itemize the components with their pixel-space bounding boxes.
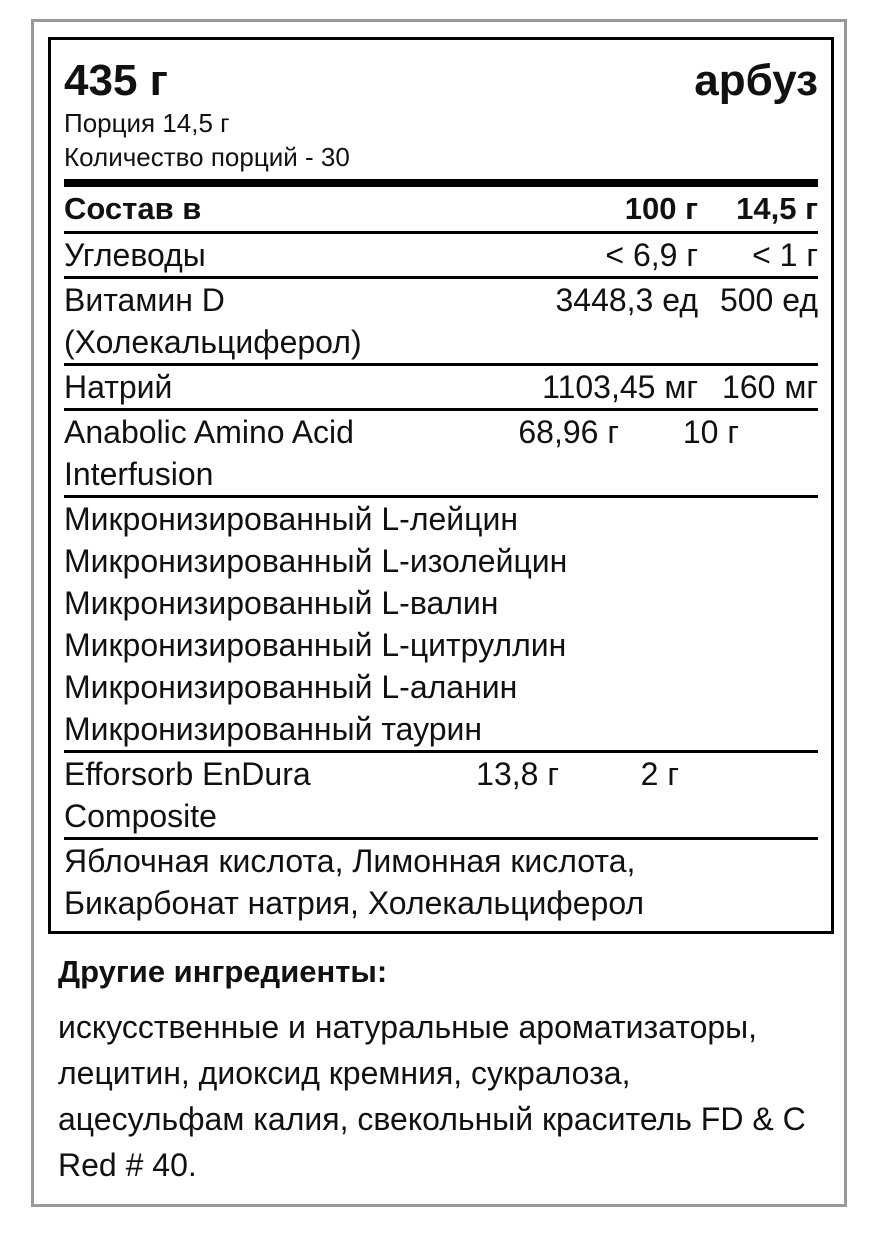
list-item: Микронизированный L-аланин: [64, 669, 518, 705]
row-name: Витамин D (Холекальциферол): [64, 282, 362, 360]
row-per-serving: < 1 г: [752, 237, 818, 273]
row-per-serving: 500 ед: [719, 282, 818, 318]
other-ingredients-title: Другие ингредиенты:: [58, 954, 388, 989]
row-per100: 1103,45 мг: [542, 369, 698, 405]
other-ingredients-text: искусственные и натуральные ароматизаторы, лецитин, диоксид кремния, сукралоза, ацесульфам калия, свекольный краситель FD & C Red # 40.: [58, 1009, 806, 1183]
row-per100: < 6,9 г: [605, 237, 698, 273]
serving-size: Порция 14,5 г: [64, 108, 230, 138]
row-per-serving: 2 г: [640, 756, 679, 792]
row-per100: 13,8 г: [476, 756, 559, 792]
row-name: Натрий: [64, 369, 173, 405]
table-row-sodium: [64, 366, 818, 411]
column-header-per100: 100 г: [624, 191, 698, 226]
nutrition-facts-panel: [48, 37, 834, 934]
table-row-vitamin-d: [64, 279, 818, 366]
list-item: Микронизированный L-изолейцин: [64, 543, 568, 579]
row-per100: 68,96 г: [518, 414, 619, 450]
row-name: Углеводы: [64, 237, 206, 273]
table-row-efforsorb: [64, 753, 818, 840]
facts-top: [64, 40, 818, 106]
row-name: Efforsorb EnDura Composite: [64, 756, 311, 834]
amino-list: [64, 498, 818, 750]
row-name: Anabolic Amino Acid Interfusion: [64, 414, 354, 492]
column-header-per-serving: 14,5 г: [736, 191, 818, 226]
servings-count: Количество порций - 30: [64, 142, 350, 172]
thick-divider: [64, 179, 818, 187]
package-weight: 435 г: [64, 56, 168, 105]
row-per-serving: 10 г: [682, 414, 739, 450]
list-item: Микронизированный L-лейцин: [64, 501, 519, 537]
table-row-carbs: [64, 234, 818, 279]
row-per-serving: 160 мг: [722, 369, 818, 405]
flavor-label: арбуз: [694, 56, 818, 105]
efforsorb-components-row: [64, 840, 818, 924]
table-header-row: [64, 187, 818, 234]
table-row-amino: [64, 411, 818, 498]
list-item: Микронизированный L-цитруллин: [64, 627, 567, 663]
list-item: Микронизированный L-валин: [64, 585, 499, 621]
column-header-name: Состав в: [64, 191, 202, 226]
efforsorb-components: Яблочная кислота, Лимонная кислота, Бикарбонат натрия, Холекальциферол: [64, 843, 645, 921]
row-per100: 3448,3 ед: [555, 282, 698, 318]
amino-components-list: [64, 498, 818, 753]
list-item: Микронизированный таурин: [64, 711, 483, 747]
